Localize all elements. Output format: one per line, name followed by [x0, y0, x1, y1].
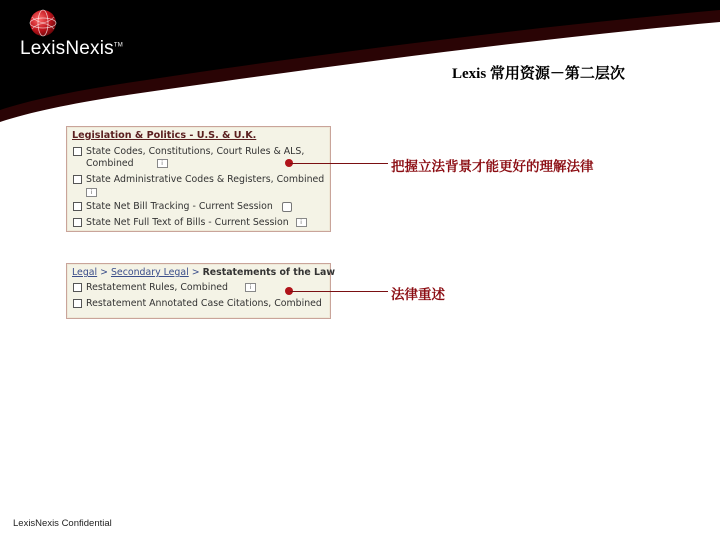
footer-confidential: LexisNexis Confidential [13, 518, 112, 529]
source-label-line1: State Administrative Codes & Registers, Combined [86, 174, 325, 185]
info-icon[interactable]: i [296, 218, 307, 227]
source-row [73, 282, 256, 294]
source-label-line1: Restatement Rules, Combined [86, 282, 228, 293]
source-label-line1: State Net Full Text of Bills - Current Session [86, 217, 289, 228]
panel-heading-link[interactable]: Legislation & Politics - U.S. & U.K. [72, 130, 257, 141]
source-checkbox[interactable] [73, 175, 82, 184]
breadcrumb-secondary-legal[interactable]: Secondary Legal [110, 267, 189, 278]
breadcrumb-separator: > [100, 267, 108, 278]
legislation-panel [66, 126, 331, 232]
info-icon[interactable]: i [86, 188, 97, 197]
source-label-line1: State Codes, Constitutions, Court Rules & ALS, [86, 146, 305, 157]
breadcrumb-legal[interactable]: Legal [72, 267, 98, 278]
brand-tm: TM [113, 42, 123, 49]
source-row [73, 146, 304, 170]
callout-line [290, 291, 388, 292]
source-label-line1: Restatement Annotated Case Citations, Combined [86, 298, 322, 309]
source-label [86, 174, 324, 198]
source-label [86, 201, 292, 213]
info-icon[interactable]: i [157, 159, 168, 168]
source-row [73, 298, 322, 310]
lexisnexis-globe-icon [28, 8, 58, 38]
source-row [73, 201, 292, 213]
brand-logo [20, 38, 123, 60]
breadcrumb [72, 267, 335, 278]
source-label [86, 282, 256, 294]
source-checkbox[interactable] [73, 299, 82, 308]
source-label-line2: Combined [86, 158, 134, 169]
source-checkbox[interactable] [73, 218, 82, 227]
source-label [86, 146, 304, 170]
source-checkbox[interactable] [73, 147, 82, 156]
source-row [73, 217, 307, 229]
breadcrumb-current: Restatements of the Law [202, 267, 336, 278]
callout-legislative-background: 把握立法背景才能更好的理解法律 [391, 159, 594, 175]
slide-title: Lexis 常用资源－第二层次 [452, 66, 625, 82]
source-row [73, 174, 324, 198]
source-label [86, 217, 307, 229]
source-label [86, 298, 322, 310]
checkbox-icon[interactable] [282, 202, 292, 212]
callout-line [290, 163, 388, 164]
breadcrumb-separator: > [191, 267, 200, 278]
brand-name: LexisNexis [20, 38, 114, 59]
source-checkbox[interactable] [73, 283, 82, 292]
source-checkbox[interactable] [73, 202, 82, 211]
callout-restatement: 法律重述 [391, 287, 445, 303]
source-label-line1: State Net Bill Tracking - Current Session [86, 201, 273, 212]
info-icon[interactable]: i [245, 283, 256, 292]
